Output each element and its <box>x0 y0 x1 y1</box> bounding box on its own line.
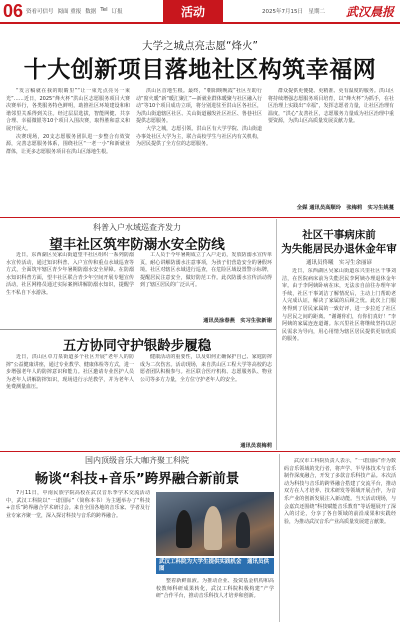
story4-headline: 畅谈“科技+音乐”跨界融合新前景 <box>34 471 240 487</box>
story2-byline: 通讯员涂春燕 实习生张新谢 <box>203 318 272 324</box>
paragraph: 工人员于今年暑期成立了入户走访，发放防溺水宣传单页，耐心讲解防溺水注意事项，为孩子们营造安全的暑假环境。社区对辖区水域进行巡查，在危险区域设置警示标牌，提醒居民注意安全，做好防范工作。此次防溺水宣传活动得到了辖区居民的广泛认可。 <box>140 252 272 289</box>
divider <box>279 454 280 622</box>
divider <box>0 217 400 218</box>
top-link[interactable]: 数据 <box>85 9 97 15</box>
story3-column-1 <box>6 354 134 446</box>
top-links <box>26 7 123 15</box>
story2-column-1 <box>6 252 134 320</box>
photo-figure <box>204 506 222 550</box>
paragraph: 武汉市工科院负责人表示，“一诺国际”作为数码音乐领域的先行者，将声学、半导体技术与音乐制作深度融合，开发了多款音乐科技产品。本次活动为科技与音乐的跨界融合搭建了交流平台，推动双方在人才培养、技术研发等领域开展合作，为音乐产业的创新发展注入新动能。当天活动现场，与会嘉宾还围绕“科技赋能音乐教育”等话题展开了深入的讨论，分享了各自领域的前沿成果和实践经验，为推动武汉音乐产业高质量发展建言献策。 <box>284 458 396 525</box>
story4-kicker: 国内顶级音乐大咖齐聚工科院 <box>85 456 189 465</box>
paragraph: 群众提供更便捷、更精准、更有温度的服务。洪山区将持续增强志愿服务项目培育，以“烽火杯”为抓手，在社区治理上实践出“幸福”，发挥志愿者力量，让社区治理有温度，“洪心”友善社区，志愿服务力量成为社区治理中重要资源，为洪山区高质量发展贡献力量。 <box>268 88 394 125</box>
side-headline-text: 社区干事病床前 为失能居民办退休金年审 <box>281 229 397 255</box>
story1-kicker: 大学之城点亮志愿“烽火” <box>142 40 258 52</box>
side-byline: 通讯员佟曦 实习生余丽谚 <box>305 260 372 266</box>
event-photo <box>156 492 274 556</box>
photo-figure <box>176 510 192 548</box>
story2-column-2 <box>140 252 272 312</box>
divider <box>276 219 277 450</box>
story2-kicker: 科普入户水域巡查齐发力 <box>93 223 181 232</box>
side-column <box>282 268 396 448</box>
paragraph: 健康活动的重要性，以及如何正确保护自己、家庭防摔成为二次伤害。活动现场，来自洪山区工程大学等高校的志愿者团队积极参与。社区联合医疗机构、志愿服务队、物业公司等多方力量，全方位守护老年人的安全。 <box>140 354 272 383</box>
side-headline <box>281 228 397 256</box>
paragraph: 洪山区首地生根。最终，“朝阳映晚霞”社区互助行动“窗火暖”新“暖汇聚汇”—新就业群体暖聚与社区融入行动”等10个项目成功立项，将分别进驻至洪山区各社区，为洪山街道辖区社区、关山街道融发社区社区、鲁巷社区提供志愿服务。 <box>136 88 262 125</box>
photo-figure <box>236 512 250 548</box>
story1-column-2 <box>136 88 262 214</box>
newspaper-logo: 武汉晨报 <box>345 5 394 19</box>
top-link[interactable]: 订报 <box>111 9 123 15</box>
story3-column-2 <box>140 354 272 438</box>
story4-column-1 <box>6 490 150 620</box>
story4-column-3 <box>284 458 396 622</box>
top-link[interactable]: 资看可信号 <box>26 9 54 15</box>
story2-headline: 望丰社区筑牢防溺水安全防线 <box>49 237 225 253</box>
section-tab: 活动 <box>163 0 223 22</box>
header-rule <box>0 22 400 24</box>
paragraph: 近日，东西湖区吴家山街道望丰社区组织一系列防溺水宣传活动，通过知识科普、入户宣传和重点水域巡查等方式，全面筑牢辖区青少年暑期防溺水安全屏障。在防溺水知识科普方面，望丰社区联合青少年空间开展专题宣传活动，社区网格员通过实际案例讲解防溺水知识，提醒学生不私自下水游泳。 <box>6 252 134 296</box>
paragraph: 整着新鲜血液。为推动企业、投资基金机构和高校教师科研成果转化，武汉工科院积极构建“产学研”合作平台，推动音乐科技人才培养和创新。 <box>156 578 274 600</box>
divider <box>0 451 400 452</box>
paragraph: 决赛现场，20支志愿服务团队进一步整合有效资源，完善志愿服务体系，围绕社区“一老一小”和新就业群体，让更多志愿服务项目在洪山区落地生根。 <box>6 133 130 155</box>
photo-caption: 武汉工科院为大学生提供实践机会 通讯员供图 <box>156 558 274 574</box>
paragraph: 近日，东西湖区吴家山街道东兴里社区干事刘洁，在医院病床前为失能居民李阿姨办理退休金年审。由于李阿姨卧病在床，无法亲自前往办理年审手续，社区干事刘洁了解情况后，主动上门帮助老人完成认证，解决了家属的后顾之忧。此次上门服务得到了居民家属的一致好评，进一步拉近了社区与居民之间的距离。“谢谢你们，有你们真好！”李阿姨的家属连连道谢。东兴里社区将继续坚持以居民需求为导向，用心用情为辖区居民提供更加优质的服务。 <box>282 268 396 343</box>
top-link[interactable]: Tel <box>100 7 108 13</box>
story1-column-3 <box>268 88 394 194</box>
divider <box>0 329 276 330</box>
story1-column-1 <box>6 88 130 214</box>
page-number: 06 <box>2 0 24 21</box>
story3-headline: 五方协同守护银龄步履稳 <box>62 338 212 354</box>
story3-byline: 通讯员袁梅莉 <box>240 443 272 449</box>
story1-headline: 十大创新项目落地社区构筑幸福网 <box>23 57 377 83</box>
paragraph: 7月11日，中南民族学院高校在武汉音乐季学术交流活动中，武汉工科院以“一诺国际”（简称本书）为主题举办了“科技+音乐”跨界融合学术研讨会。来自全国各地的音乐家、学者及行业专家齐聚一堂，深入探讨科技与音乐的跨界融合。 <box>6 490 150 519</box>
paragraph: 近日，洪山区卓刀泉街道多个社区开展“老年人的防摔”公益健康讲座，通过专业教学、健康体检等方式，进一步增强老年人的防摔意识和能力。社区邀请专业医护人员为老年人讲解防摔知识，现场进行示范教学，并为老年人免费测量血压。 <box>6 354 134 391</box>
story1-byline: 全媒 通讯员高顺玲 张梅莉 实习生姚蔓 <box>296 205 394 211</box>
top-link[interactable]: 阅面 重报 <box>57 9 82 15</box>
paragraph: “发言稿就在我的眼睛里”“让一束光点亮另一束光”……近日，2025“烽火杯”洪山区志愿服务项目大赛决赛举行，各类服务特色鲜明，助推社区环境建设和和谐邻里关系得到关注。经过层层选拔，智能网健、共享合理、幸福微银等10个项目入围决赛，取得胜和意义和展开展大。 <box>6 88 130 132</box>
paragraph: 大学之城，志愿引领。洪山区有大学学院、洪山街道办事处社区大学为主，联合高校学生与社区内有关机构，为居民提供了全方位的志愿服务。 <box>136 125 262 148</box>
issue-date: 2025年7月15日 星期二 <box>262 9 325 15</box>
story4-column-2 <box>156 578 274 622</box>
